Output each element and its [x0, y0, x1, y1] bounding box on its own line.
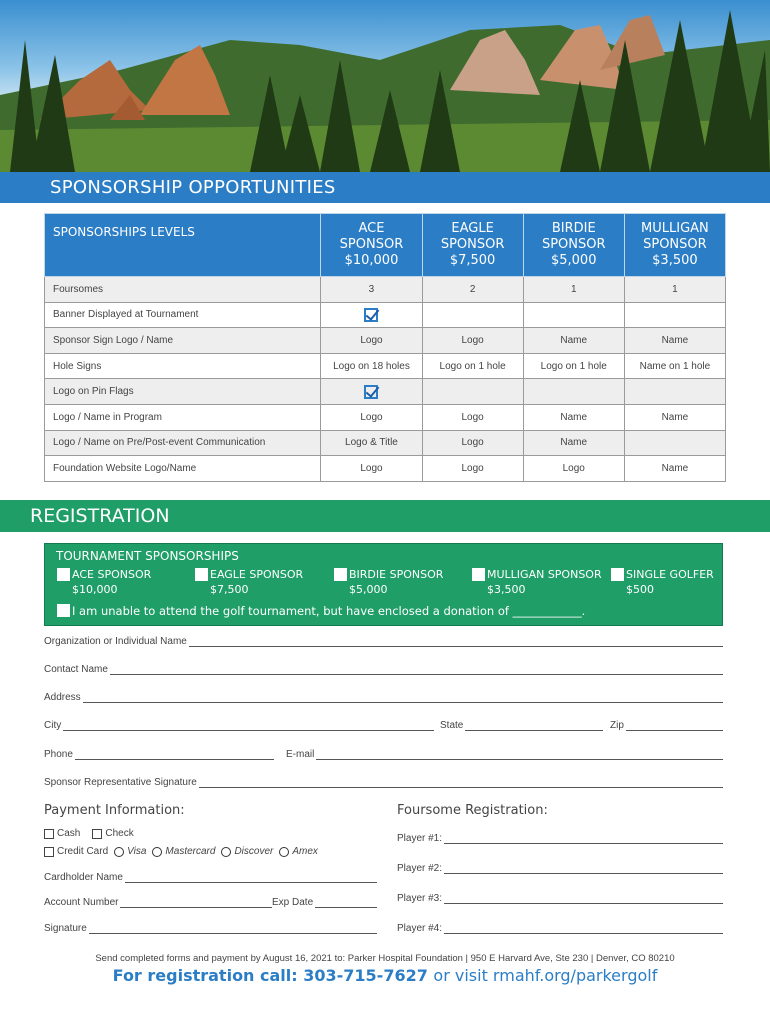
cash-checkbox[interactable] — [44, 829, 54, 839]
sponsorship-banner — [0, 172, 770, 203]
landscape-illustration — [0, 0, 770, 172]
option-mulligan-sponsor[interactable]: MULLIGAN SPONSOR $3,500 — [487, 568, 602, 596]
table-header-mulligan: MULLIGAN SPONSOR $3,500 — [624, 214, 725, 277]
donation-option[interactable]: I am unable to attend the golf tournament, but have enclosed a donation of ____________. — [72, 604, 585, 618]
header-photo — [0, 0, 770, 172]
checkmark-icon — [364, 308, 378, 322]
player-4-field[interactable]: Player #4: — [397, 923, 723, 934]
table-row: Sponsor Sign Logo / Name Logo Logo Name Name — [45, 328, 726, 354]
option-single-golfer[interactable]: SINGLE GOLFER $500 — [626, 568, 714, 596]
checkmark-icon — [364, 385, 378, 399]
player-2-field[interactable]: Player #2: — [397, 863, 723, 874]
sponsorship-levels-table — [44, 213, 726, 482]
player-3-field[interactable]: Player #3: — [397, 893, 723, 904]
payment-title: Payment Information: — [44, 803, 185, 818]
visa-radio[interactable] — [114, 847, 124, 857]
table-header-eagle: EAGLE SPONSOR $7,500 — [422, 214, 523, 277]
table-header-birdie: BIRDIE SPONSOR $5,000 — [523, 214, 624, 277]
account-number-field[interactable]: Account Number — [44, 897, 272, 908]
tournament-title: TOURNAMENT SPONSORSHIPS — [56, 549, 239, 563]
page-title: SPONSORSHIP OPPORTUNITIES — [50, 177, 336, 198]
sponsor-signature-field[interactable]: Sponsor Representative Signature — [44, 777, 723, 788]
footer-note: Send completed forms and payment by August 16, 2021 to: Parker Hospital Foundation | 950 E Harvard Ave, Ste 230 | Denver, CO 80210 — [95, 953, 675, 964]
state-field[interactable]: State — [440, 720, 603, 731]
payment-method-row-2: Credit Card Visa Mastercard Discover Amex — [44, 846, 318, 857]
table-header-ace: ACE SPONSOR $10,000 — [321, 214, 422, 277]
address-field[interactable]: Address — [44, 692, 723, 703]
eagle-sponsor-checkbox[interactable] — [195, 568, 208, 581]
ace-sponsor-checkbox[interactable] — [57, 568, 70, 581]
birdie-sponsor-checkbox[interactable] — [334, 568, 347, 581]
option-birdie-sponsor[interactable]: BIRDIE SPONSOR $5,000 — [349, 568, 443, 596]
credit-card-checkbox[interactable] — [44, 847, 54, 857]
payment-method-row-1: Cash Check — [44, 828, 134, 839]
registration-banner — [0, 500, 770, 532]
donation-checkbox[interactable] — [57, 604, 70, 617]
registration-title: REGISTRATION — [30, 505, 170, 527]
contact-name-field[interactable]: Contact Name — [44, 664, 723, 675]
tournament-sponsorships-box — [44, 543, 723, 626]
organization-field[interactable]: Organization or Individual Name — [44, 636, 723, 647]
mastercard-radio[interactable] — [152, 847, 162, 857]
email-field[interactable]: E-mail — [286, 749, 723, 760]
website-link[interactable]: or visit rmahf.org/parkergolf — [433, 966, 658, 985]
mulligan-sponsor-checkbox[interactable] — [472, 568, 485, 581]
table-row: Logo / Name on Pre/Post-event Communication Logo & Title Logo Name — [45, 430, 726, 456]
table-row: Banner Displayed at Tournament — [45, 302, 726, 328]
table-row: Hole Signs Logo on 18 holes Logo on 1 hole Logo on 1 hole Name on 1 hole — [45, 353, 726, 379]
amex-radio[interactable] — [279, 847, 289, 857]
signature-field[interactable]: Signature — [44, 923, 377, 934]
table-row: Logo on Pin Flags — [45, 379, 726, 405]
option-eagle-sponsor[interactable]: EAGLE SPONSOR $7,500 — [210, 568, 303, 596]
table-row: Foursomes 3 2 1 1 — [45, 277, 726, 303]
phone-field[interactable]: Phone — [44, 749, 274, 760]
table-row: Logo / Name in Program Logo Logo Name Name — [45, 404, 726, 430]
foursome-title: Foursome Registration: — [397, 803, 548, 818]
table-header-row — [45, 214, 726, 277]
single-golfer-checkbox[interactable] — [611, 568, 624, 581]
table-header-levels: SPONSORSHIPS LEVELS — [45, 214, 321, 277]
zip-field[interactable]: Zip — [610, 720, 723, 731]
player-1-field[interactable]: Player #1: — [397, 833, 723, 844]
cardholder-name-field[interactable]: Cardholder Name — [44, 872, 377, 883]
exp-date-field[interactable]: Exp Date — [272, 897, 377, 908]
option-ace-sponsor[interactable]: ACE SPONSOR $10,000 — [72, 568, 151, 596]
table-row: Foundation Website Logo/Name Logo Logo Logo Name — [45, 456, 726, 482]
discover-radio[interactable] — [221, 847, 231, 857]
registration-call: For registration call: 303-715-7627 or visit rmahf.org/parkergolf — [112, 966, 658, 985]
city-field[interactable]: City — [44, 720, 434, 731]
check-checkbox[interactable] — [92, 829, 102, 839]
